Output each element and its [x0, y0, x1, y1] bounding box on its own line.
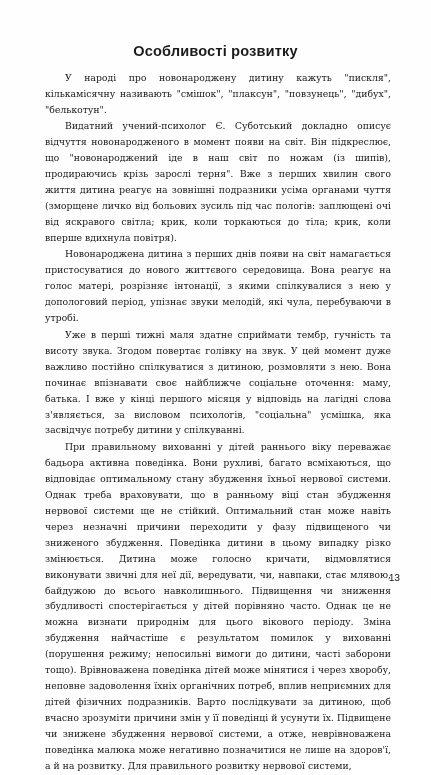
paragraph-nicknames: У народі про новонароджену дитину кажуть "пискля", кількамісячну називають "смішок", "плаксун", "повзунець", "дибух", "белькотун". [45, 73, 391, 116]
page-number: 13 [388, 573, 400, 584]
section-title: Особливості розвитку [133, 44, 298, 60]
paragraph-first-weeks: Уже в перші тижні маля здатне сприймати тембр, гучність та висоту звука. Згодом повертає голівку на звук. У цей момент дуже важливо постійно спілкуватися з дитиною, розмовляти з нею. Вона починає впізнавати своє найближче соціальне оточення: маму, батька. І вже у кінці першого місяця у відповідь на лагідні слова з'являється, за висловом психологів, "соціальна" усмішка, яка засвідчує потребу дитини у спілкуванні. [45, 329, 391, 437]
paragraph-behavior: При правильному вихованні у дітей раннього віку переважає бадьора активна поведінка. Вони рухливі, багато всміхаються, що відповідає оптимальному стану збудження їхньої нервової системи. Однак треба враховувати, що в ранньому віці стан збудження нервової системи ще не стійкий. Оптимальний стан може навіть через незначні причини переходити у фазу підвищеного чи зниженого збудження. Поведінка дитини в цьому випадку різко змінюється. Дитина може голосно кричати, відмовлятися виконувати звичні для неї дії, вередувати, чи, навпаки, стає млявою, байдужою до всього навколишнього. Підвищення чи зниження збудливості спостерігається у дітей порівняно часто. Однак це не можна визнати природнім для цього вікового періоду. Зміна збудження найчастіше є результатом помилок у вихованні (порушення режиму; непосильні вимоги до дитини, часті заборони тощо). Врівноважена поведінка дітей може мінятися і через хворобу, неповне задоволення їхніх органічних потреб, вплив неприємних для дітей фізичних подразників. Варто послідкувати за дитиною, щоб вчасно зрозуміти причини змін у її поведінці й усунути їх. Підвищене чи знижене збудження нервової системи, а отже, неврівноважена поведінка малюка може негативно позначитися не лише на здоров'ї, а й на розвитку. Для правильного розвитку нервової системи, [45, 441, 391, 772]
body-text [45, 71, 391, 775]
paragraph-adaptation: Новонароджена дитина з перших днів появи на світ намагається пристосуватися до нового життєвого середовища. Вона реагує на голос матері, розрізняє інтонації, з якими спілкувалися з нею у допологовий період, упізнає звуки мелодій, які чула, перебуваючи в утробі. [45, 249, 391, 325]
paragraph-suchotsky: Видатний учений-психолог Є. Суботський докладно описує відчуття новонародженого в момент появи на світ. Він підкреслює, що "новонароджений іде в наш світ по ножам (із шипів), продираючись крізь зарослі терня". Вже з перших хвилин свого життя дитина реагує на зовнішні подразники усіма органами чуття (зморщене личко від больових зусиль під час пологів: заплющені очі від яскравого світла; крик, коли торкаються до тіла; крик, коли вперше вдихнула повітря). [45, 121, 391, 245]
